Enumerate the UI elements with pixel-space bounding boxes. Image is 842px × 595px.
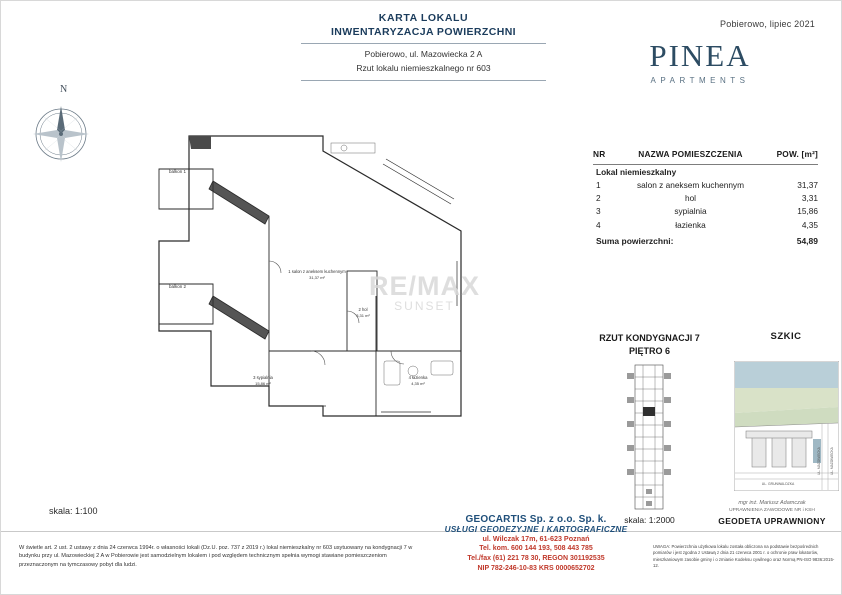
company-subtitle: USŁUGI GEODEZYJNE I KARTOGRAFICZNE: [444, 525, 628, 534]
table-header-area: POW. [m²]: [776, 149, 818, 159]
table-row: 1 salon z aneksem kuchennym 31,37: [596, 180, 818, 191]
svg-text:UL. MAZOWIECKA: UL. MAZOWIECKA: [830, 447, 834, 475]
compass-north-label: N: [60, 84, 68, 95]
table-sum-row: [593, 231, 818, 248]
room-label-salon: 1 salon z aneksem kuchennym 31,37 m²: [288, 269, 346, 280]
watermark: [369, 273, 480, 313]
table-header-nr: NR: [593, 149, 606, 159]
table-sum-label: Suma powierzchni:: [596, 236, 674, 247]
storey-plan-drawing: [613, 363, 685, 516]
table-row: 4 łazienka 4,35: [596, 219, 818, 230]
title-line-1: KARTA LOKALU: [378, 12, 469, 24]
svg-text:UL. MAZOWIECKA: UL. MAZOWIECKA: [817, 447, 821, 475]
table-header-name: NAZWA POMIESZCZENIA: [638, 149, 743, 159]
brand-subtitle: APARTMENTS: [650, 76, 750, 85]
surveyor-block: [707, 499, 837, 526]
title-line-2: INWENTARYZACJA POWIERZCHNI: [301, 25, 546, 44]
document-address: Pobierowo, ul. Mazowiecka 2 A: [364, 49, 483, 59]
sketch-title: SZKIC: [770, 331, 802, 342]
storey-plan-scale-label: skala: 1:2000: [624, 515, 675, 525]
room-label-hol: 2 hol 3,31 m²: [356, 307, 370, 318]
company-nip: NIP 782-246-10-83 KRS 0000652702: [477, 565, 595, 572]
document-date: Pobierowo, lipiec 2021: [720, 19, 815, 29]
brand-name: PINEA: [649, 38, 751, 73]
room-area-table: [593, 149, 818, 248]
company-block: [421, 514, 651, 574]
table-sum-value: 54,89: [796, 236, 818, 247]
floorplan-scale-label: skala: 1:100: [49, 506, 98, 516]
company-fax: Tel./fax (61) 221 78 30, REGON 301192535: [467, 555, 605, 562]
storey-plan-title: RZUT KONDYGNACJI 7 PIĘTRO 6: [599, 333, 700, 356]
surveyor-license: UPRAWNIENIA ZAWODOWE NR i KSH: [729, 508, 815, 513]
company-phone: Tel. kom. 600 144 193, 508 443 785: [479, 545, 593, 552]
balcony-2-label: balkon 2: [169, 284, 187, 289]
floorplan-drawing: [151, 121, 501, 511]
compass-rose-icon: [21, 86, 101, 166]
table-group-label: Lokal niemieszkalny: [596, 166, 677, 177]
watermark-line-2: SUNSET: [394, 299, 455, 313]
balcony-1-label: balkon 1: [169, 169, 187, 174]
table-row: 2 hol 3,31: [596, 193, 818, 204]
brand-logo: [595, 39, 805, 85]
watermark-line-1: RE/MAX: [369, 271, 481, 301]
document-title-block: [301, 11, 546, 81]
remark-note: UWAGA: Powierzchnia użytkowa lokalu została obliczona na podstawie bezpośrednich pomiarów i jest zgodna z Ustawą z dnia 21 czerwca 2001 r. o ochronie praw lokatorów, mieszkaniowym zasobie gminy i o zmianie Kodeksu cywilnego oraz Normą PN-ISO 9836:2015-12.: [653, 544, 835, 569]
room-label-lazienka: 4 łazienka 4,35 m²: [408, 375, 428, 386]
surveyor-signature: mgr inż. Mariusz Adamczak: [738, 500, 806, 506]
company-name: GEOCARTIS Sp. z o.o. Sp. k.: [465, 514, 607, 525]
surveyor-title: GEODETA UPRAWNIONY: [718, 516, 826, 526]
svg-text:UL. GRUNWALDZKA: UL. GRUNWALDZKA: [761, 482, 795, 486]
legal-note: W świetle art. 2 ust. 2 ustawy z dnia 24 czerwca 1994r. o własności lokali (Dz.U. poz. 737 z 2019 r.) lokal niemieszkalny nr 603 usytuowany na kondygnacji 7 w budynku przy ul. Mazowieckiej 2 A w Pobierowie jest samodzielnym lokalem i pod względem technicznym spełnia wymogi stawiane pomieszczeniom przeznaczonym na tymczasowy pobyt dla ludzi.: [19, 545, 413, 568]
room-label-sypialnia: 3 sypialnia 15,86 m²: [253, 375, 273, 386]
document-subject: Rzut lokalu niemieszkalnego nr 603: [301, 62, 546, 81]
table-row: 3 sypialnia 15,86: [596, 206, 818, 217]
company-address: ul. Wilczak 17m, 61-623 Poznań: [482, 534, 590, 543]
sketch-map: [734, 361, 839, 496]
